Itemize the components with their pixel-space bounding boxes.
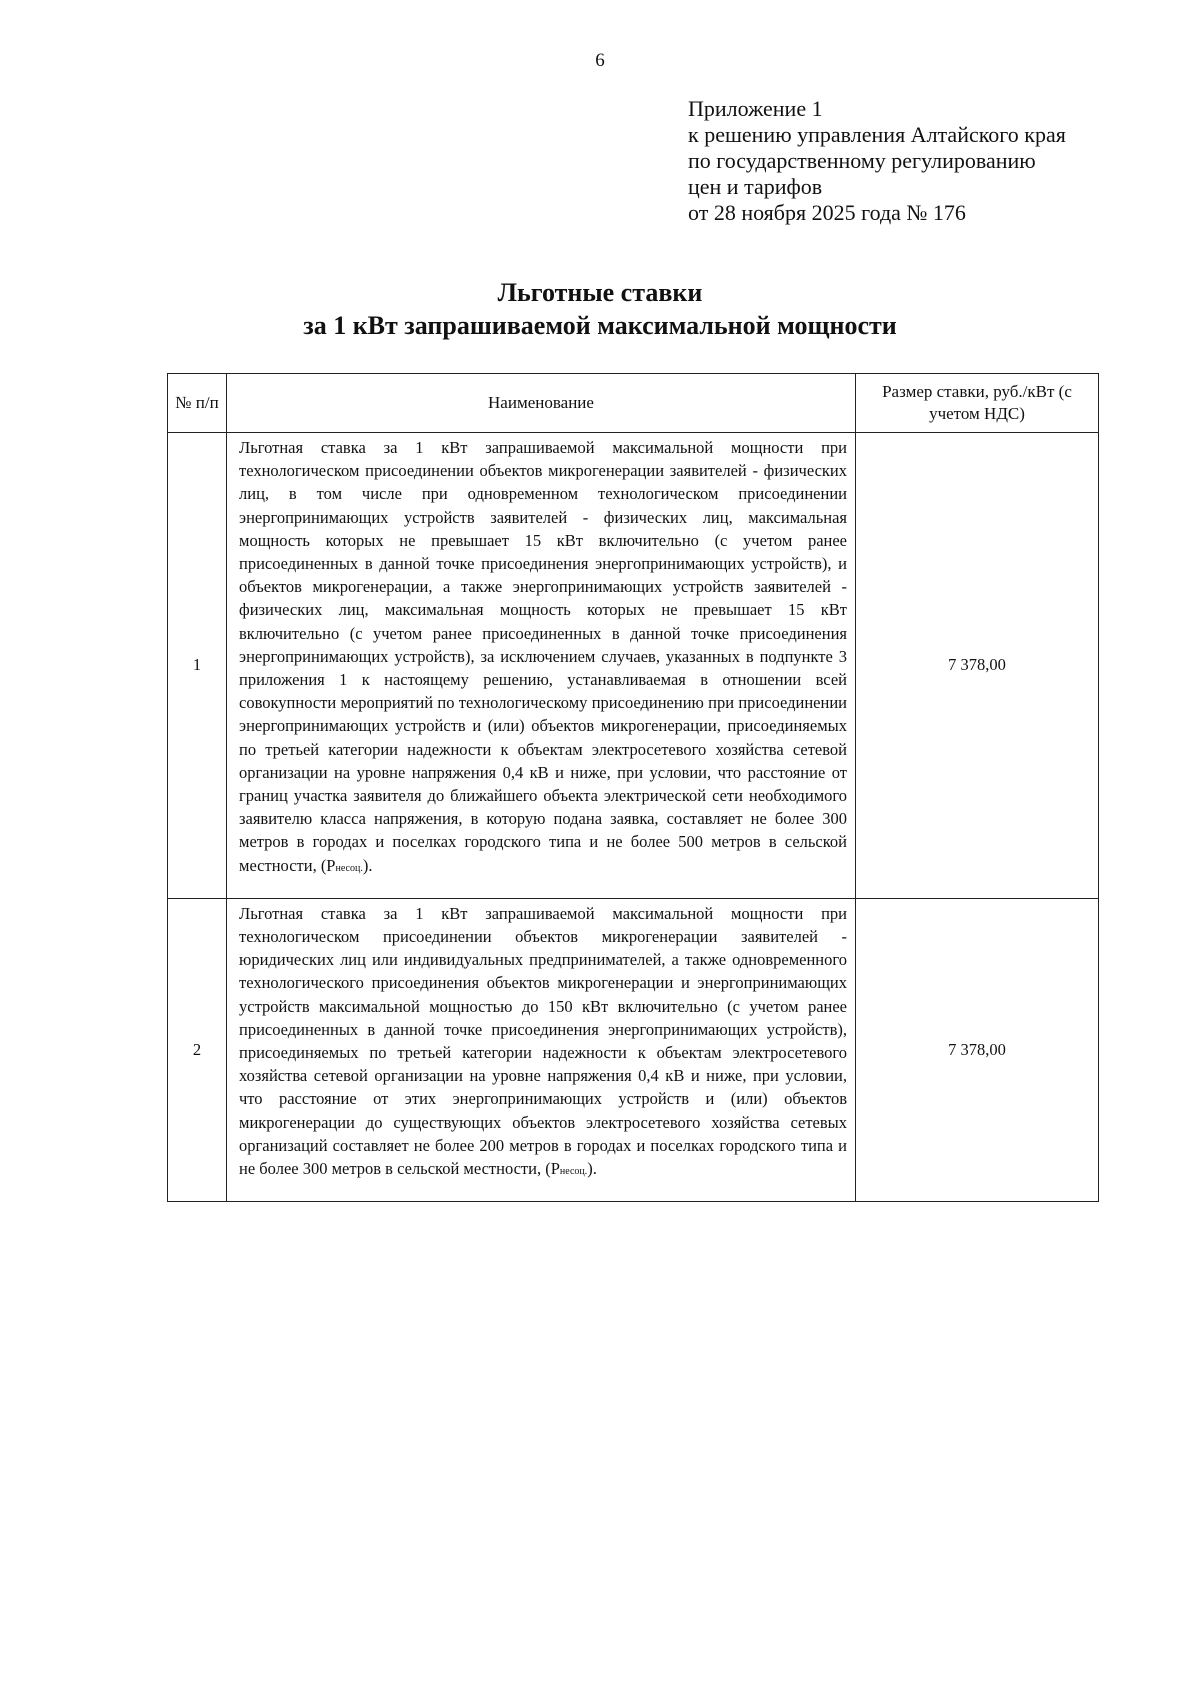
table-row [168,898,1099,1201]
row-rate: 7 378,00 [856,898,1099,1201]
header-rate: Размер ставки, руб./кВт (с учетом НДС) [856,374,1099,433]
header-num: № п/п [168,374,227,433]
appendix-block [688,96,1158,226]
symbol-subscript: несоц. [335,862,363,874]
header-name: Наименование [227,374,856,433]
row-name [227,898,856,1201]
appendix-line: от 28 ноября 2025 года № 176 [688,200,966,225]
row-number: 1 [168,433,227,899]
appendix-line: Приложение 1 [688,96,823,121]
appendix-line: по государственному регулированию [688,148,1036,173]
title-line: Льготные ставки [497,278,703,307]
row-name-text: Льготная ставка за 1 кВт запрашиваемой максимальной мощности при технологическом присоединении объектов микрогенерации заявителей - физических лиц, в том числе при одновременном технологическом присоединении энергопринимающих устройств заявителей - физических лиц, максимальная мощность которых не превышает 15 кВт включительно (с учетом ранее присоединенных в данной точке присоединения энергопринимающих устройств), и объектов микрогенерации, а также энергопринимающих устройств заявителей - физических лиц, максимальная мощность которых не превышает 15 кВт включительно (с учетом ранее присоединенных в данной точке присоединения энергопринимающих устройств), за исключением случаев, указанных в подпункте 3 приложения 1 к настоящему решению, устанавливаемая в отношении всей совокупности мероприятий по технологическому присоединению при присоединении энергопринимающих устройств и (или) объектов микрогенерации, присоединяемых по третьей категории надежности к объектам электросетевого хозяйства сетевой организации на уровне напряжения 0,4 кВ и ниже, при условии, что расстояние от границ участка заявителя до ближайшего объекта электрической сети необходимого заявителю класса напряжения, в которую подана заявка, составляет не более 300 метров в городах и поселках городского типа и не более 500 метров в сельской местности, (P [239,438,847,875]
appendix-line: к решению управления Алтайского края [688,122,1066,147]
symbol-subscript: несоц. [559,1166,588,1178]
row-number: 2 [168,898,227,1201]
row-name [227,433,856,899]
appendix-line: цен и тарифов [688,174,823,199]
document-title [0,276,1200,342]
row-rate: 7 378,00 [856,433,1099,899]
table-header-row [168,374,1099,433]
row-name-text: Льготная ставка за 1 кВт запрашиваемой максимальной мощности при технологическом присоединении объектов микрогенерации заявителей - юридических лиц или индивидуальных предпринимателей, а также одновременного технологического присоединения объектов микрогенерации и энергопринимающих устройств максимальной мощностью до 150 кВт включительно (с учетом ранее присоединенных в данной точке присоединения энергопринимающих устройств), присоединяемых по третьей категории надежности к объектам электросетевого хозяйства сетевой организации на уровне напряжения 0,4 кВ и ниже, при условии, что расстояние от этих энергопринимающих устройств и (или) объектов микрогенерации до существующих объектов электросетевого хозяйства сетевых организаций составляет не более 200 метров в городах и поселках городского типа и не более 300 метров в сельской местности, (P [239,903,847,1179]
symbol-end: ). [587,1159,597,1179]
table-row [168,433,1099,899]
title-line: за 1 кВт запрашиваемой максимальной мощности [303,311,897,340]
rates-table [167,373,1099,1202]
page-number: 6 [595,50,605,71]
symbol-end: ). [362,855,373,875]
